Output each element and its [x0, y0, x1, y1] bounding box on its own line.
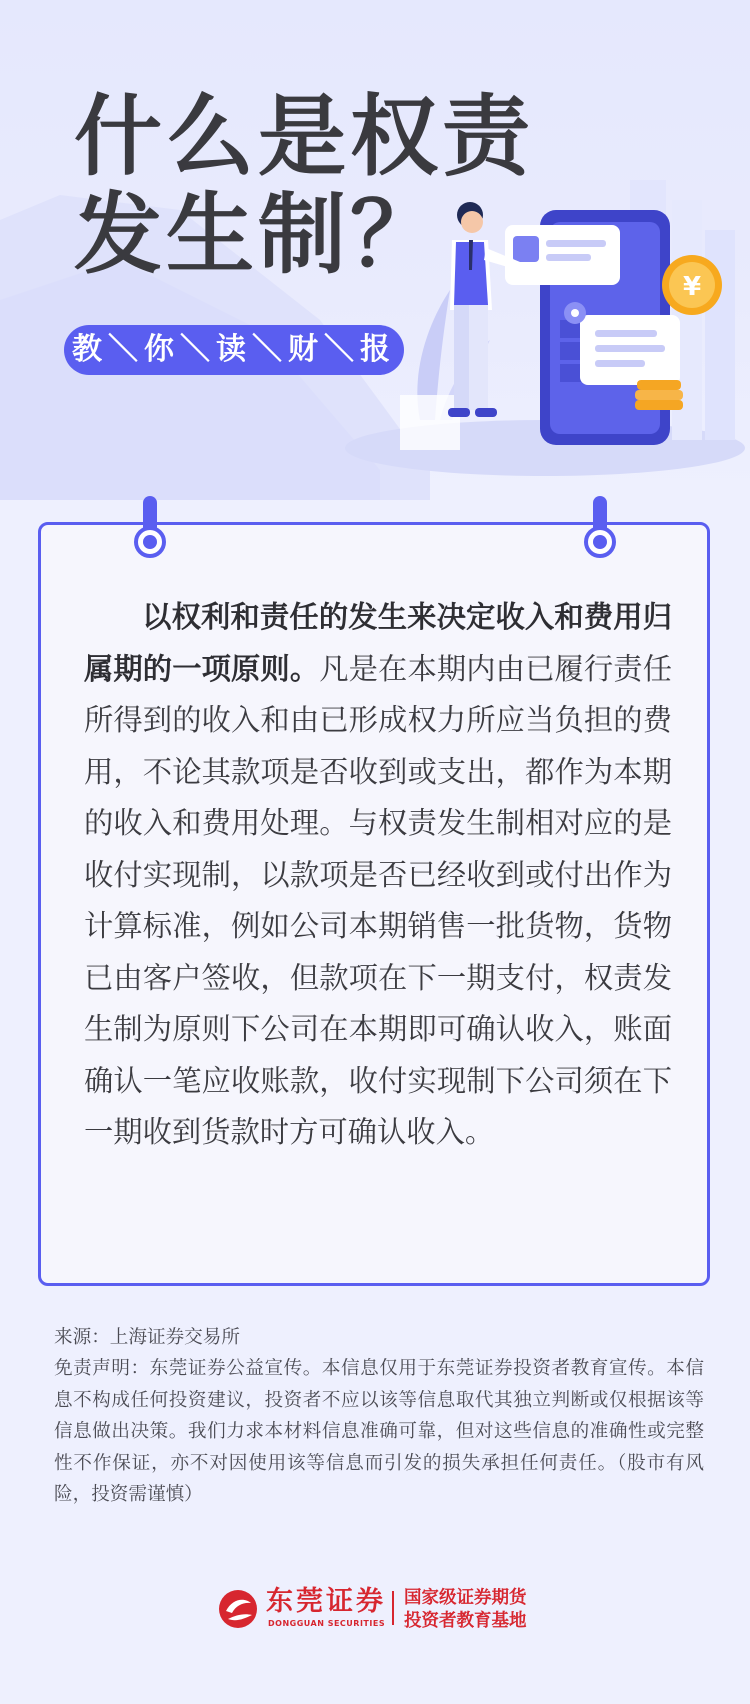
definition-body: 凡是在本期内由已履行责任所得到的收入和由已形成权力所应当负担的费用，不论其款项是否收到或支出，都作为本期的收入和费用处理。与权责发生制相对应的是收付实现制，以款项是否已经收到或付出作为计算标准，例如公司本期销售一批货物，货物已由客户签收，但款项在下一期支付，权责发生制为原则下公司在本期即可确认收入，账面确认一笔应收账款，收付实现制下公司须在下一期收到货款时方可确认收入。 — [84, 651, 673, 1149]
binder-ring-right — [584, 496, 616, 558]
disclaimer-note: 免责声明：东莞证券公益宣传。本信息仅用于东莞证券投资者教育宣传。本信息不构成任何投资建议，投资者不应以该等信息取代其独立判断或仅根据该等信息做出决策。我们力求本材料信息准确可靠，但对这些信息的准确性或完整性不作保证，亦不对因使用该等信息而引发的损失承担任何责任。（股市有风险，投资需谨慎） — [54, 1358, 704, 1505]
definition-text — [84, 592, 672, 1159]
brand-logo — [218, 1585, 558, 1635]
coin-yen-icon: ¥ — [682, 272, 702, 302]
logo-divider — [392, 1591, 394, 1625]
subtitle-pill: 教＼你＼读＼财＼报 — [64, 325, 404, 375]
education-base-label — [404, 1587, 527, 1633]
title-line-1: 什么是权责 — [74, 85, 535, 188]
finance-illustration — [380, 170, 750, 480]
base-line-1: 国家级证券期货 — [404, 1588, 527, 1608]
definition-highlight: 以权利和责任的发生来决定收入和费用归属期的一项原则。 — [84, 600, 672, 686]
brand-name-en: DONGGUAN SECURITIES — [268, 1619, 386, 1628]
source-note: 来源：上海证券交易所 — [54, 1327, 240, 1348]
hero-banner — [0, 0, 750, 500]
brand-name-cn: 东莞证券 — [266, 1586, 386, 1617]
dongguan-logo-icon — [218, 1589, 258, 1629]
title-line-2: 发生制？ — [74, 183, 443, 286]
base-line-2: 投资者教育基地 — [404, 1611, 527, 1631]
binder-ring-left — [134, 496, 166, 558]
